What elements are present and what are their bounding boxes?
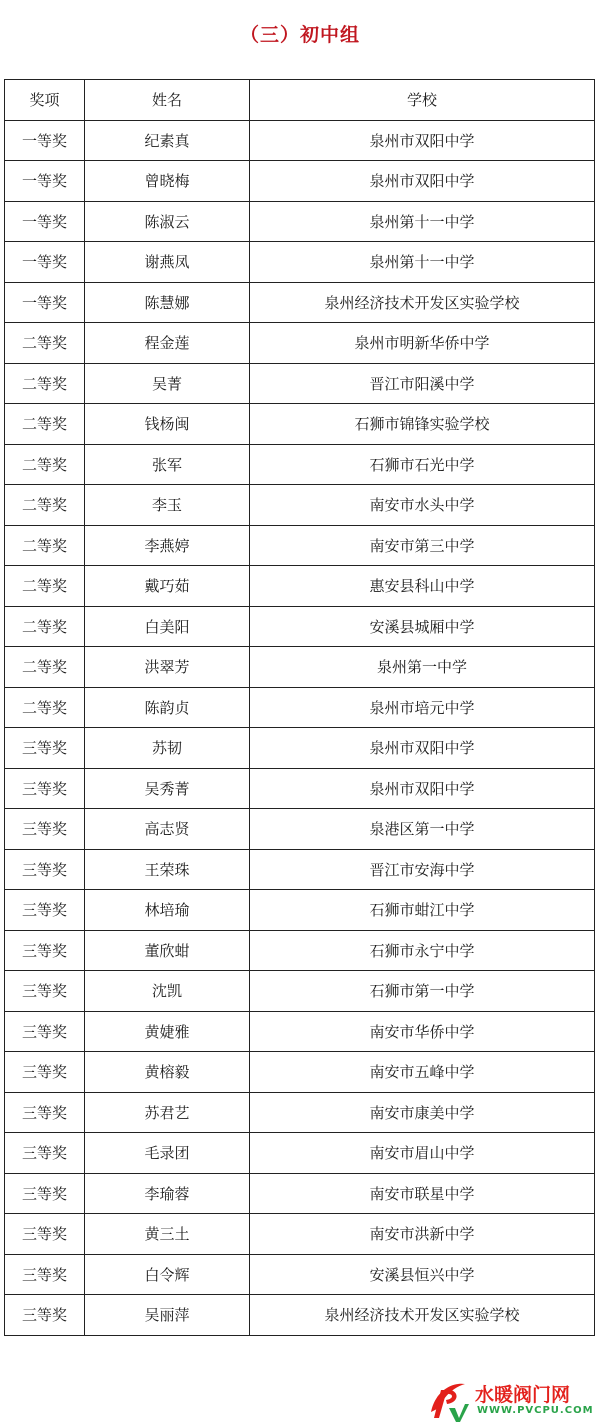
school-cell: 泉州第十一中学 [250,242,595,283]
name-cell: 王荣珠 [85,849,250,890]
award-cell: 三等奖 [5,849,85,890]
table-row [5,282,595,323]
school-cell: 泉州市双阳中学 [250,728,595,769]
watermark-url: WWW.PVCPU.COM [477,1405,594,1416]
table-row [5,647,595,688]
name-cell: 谢燕凤 [85,242,250,283]
table-row [5,525,595,566]
name-cell: 李玉 [85,485,250,526]
award-cell: 三等奖 [5,971,85,1012]
award-cell: 三等奖 [5,1173,85,1214]
table-row [5,161,595,202]
table-row [5,120,595,161]
award-cell: 三等奖 [5,890,85,931]
award-cell: 三等奖 [5,1295,85,1336]
table-row [5,728,595,769]
table-row [5,242,595,283]
table-body [5,120,595,1335]
school-cell: 泉州经济技术开发区实验学校 [250,282,595,323]
award-cell: 二等奖 [5,647,85,688]
table-row [5,201,595,242]
school-cell: 南安市眉山中学 [250,1133,595,1174]
award-cell: 二等奖 [5,485,85,526]
header-school: 学校 [250,80,595,121]
award-cell: 一等奖 [5,201,85,242]
school-cell: 石狮市石光中学 [250,444,595,485]
section-title: （三）初中组 [239,24,360,46]
school-cell: 泉港区第一中学 [250,809,595,850]
table-row [5,404,595,445]
name-cell: 黄榕毅 [85,1052,250,1093]
school-cell: 南安市第三中学 [250,525,595,566]
school-cell: 南安市水头中学 [250,485,595,526]
school-cell: 泉州市明新华侨中学 [250,323,595,364]
school-cell: 泉州第十一中学 [250,201,595,242]
table-row [5,971,595,1012]
name-cell: 洪翠芳 [85,647,250,688]
award-cell: 三等奖 [5,728,85,769]
school-cell: 泉州第一中学 [250,647,595,688]
school-cell: 惠安县科山中学 [250,566,595,607]
name-cell: 董欣蚶 [85,930,250,971]
table-header-row [5,80,595,121]
award-cell: 三等奖 [5,1011,85,1052]
name-cell: 高志贤 [85,809,250,850]
name-cell: 纪素真 [85,120,250,161]
table-row [5,1254,595,1295]
award-cell: 二等奖 [5,525,85,566]
header-award: 奖项 [5,80,85,121]
award-cell: 二等奖 [5,566,85,607]
name-cell: 陈慧娜 [85,282,250,323]
school-cell: 泉州市双阳中学 [250,161,595,202]
school-cell: 泉州市双阳中学 [250,120,595,161]
awards-table [4,79,595,1336]
school-cell: 南安市华侨中学 [250,1011,595,1052]
name-cell: 李瑜蓉 [85,1173,250,1214]
name-cell: 白令辉 [85,1254,250,1295]
name-cell: 沈凯 [85,971,250,1012]
table-row [5,1092,595,1133]
school-cell: 南安市联星中学 [250,1173,595,1214]
watermark-brand: 水暖阀门网 [475,1384,571,1406]
table-row [5,363,595,404]
award-cell: 一等奖 [5,120,85,161]
name-cell: 程金莲 [85,323,250,364]
award-cell: 二等奖 [5,606,85,647]
name-cell: 陈韵贞 [85,687,250,728]
school-cell: 晋江市阳溪中学 [250,363,595,404]
school-cell: 泉州市培元中学 [250,687,595,728]
table-row [5,323,595,364]
table-row [5,444,595,485]
award-cell: 三等奖 [5,1133,85,1174]
name-cell: 戴巧茹 [85,566,250,607]
award-cell: 二等奖 [5,687,85,728]
table-row [5,687,595,728]
award-cell: 一等奖 [5,161,85,202]
award-cell: 三等奖 [5,768,85,809]
name-cell: 毛录团 [85,1133,250,1174]
award-cell: 三等奖 [5,1052,85,1093]
name-cell: 黄婕雅 [85,1011,250,1052]
table-row [5,1011,595,1052]
site-watermark [425,1378,597,1422]
name-cell: 钱杨闽 [85,404,250,445]
award-cell: 三等奖 [5,1214,85,1255]
school-cell: 石狮市锦锋实验学校 [250,404,595,445]
award-cell: 三等奖 [5,1254,85,1295]
school-cell: 南安市康美中学 [250,1092,595,1133]
table-row [5,849,595,890]
table-row [5,1133,595,1174]
award-cell: 二等奖 [5,404,85,445]
school-cell: 泉州市双阳中学 [250,768,595,809]
pv-swoosh-logo-icon [425,1378,469,1422]
name-cell: 李燕婷 [85,525,250,566]
table-row [5,1295,595,1336]
name-cell: 林培瑜 [85,890,250,931]
table-row [5,930,595,971]
school-cell: 晋江市安海中学 [250,849,595,890]
name-cell: 黄三土 [85,1214,250,1255]
school-cell: 安溪县城厢中学 [250,606,595,647]
name-cell: 吴秀菁 [85,768,250,809]
table-row [5,1052,595,1093]
school-cell: 石狮市第一中学 [250,971,595,1012]
table-row [5,606,595,647]
name-cell: 陈淑云 [85,201,250,242]
name-cell: 白美阳 [85,606,250,647]
award-cell: 二等奖 [5,323,85,364]
school-cell: 泉州经济技术开发区实验学校 [250,1295,595,1336]
table-row [5,768,595,809]
name-cell: 吴丽萍 [85,1295,250,1336]
name-cell: 吴菁 [85,363,250,404]
name-cell: 曾晓梅 [85,161,250,202]
table-row [5,809,595,850]
award-cell: 三等奖 [5,930,85,971]
name-cell: 苏韧 [85,728,250,769]
award-cell: 二等奖 [5,363,85,404]
award-cell: 一等奖 [5,282,85,323]
table-row [5,566,595,607]
table-row [5,1173,595,1214]
school-cell: 石狮市永宁中学 [250,930,595,971]
name-cell: 苏君艺 [85,1092,250,1133]
school-cell: 南安市五峰中学 [250,1052,595,1093]
school-cell: 南安市洪新中学 [250,1214,595,1255]
award-cell: 二等奖 [5,444,85,485]
table-row [5,1214,595,1255]
table-row [5,485,595,526]
header-name: 姓名 [85,80,250,121]
award-cell: 三等奖 [5,1092,85,1133]
school-cell: 石狮市蚶江中学 [250,890,595,931]
award-cell: 一等奖 [5,242,85,283]
award-cell: 三等奖 [5,809,85,850]
name-cell: 张军 [85,444,250,485]
school-cell: 安溪县恒兴中学 [250,1254,595,1295]
table-row [5,890,595,931]
